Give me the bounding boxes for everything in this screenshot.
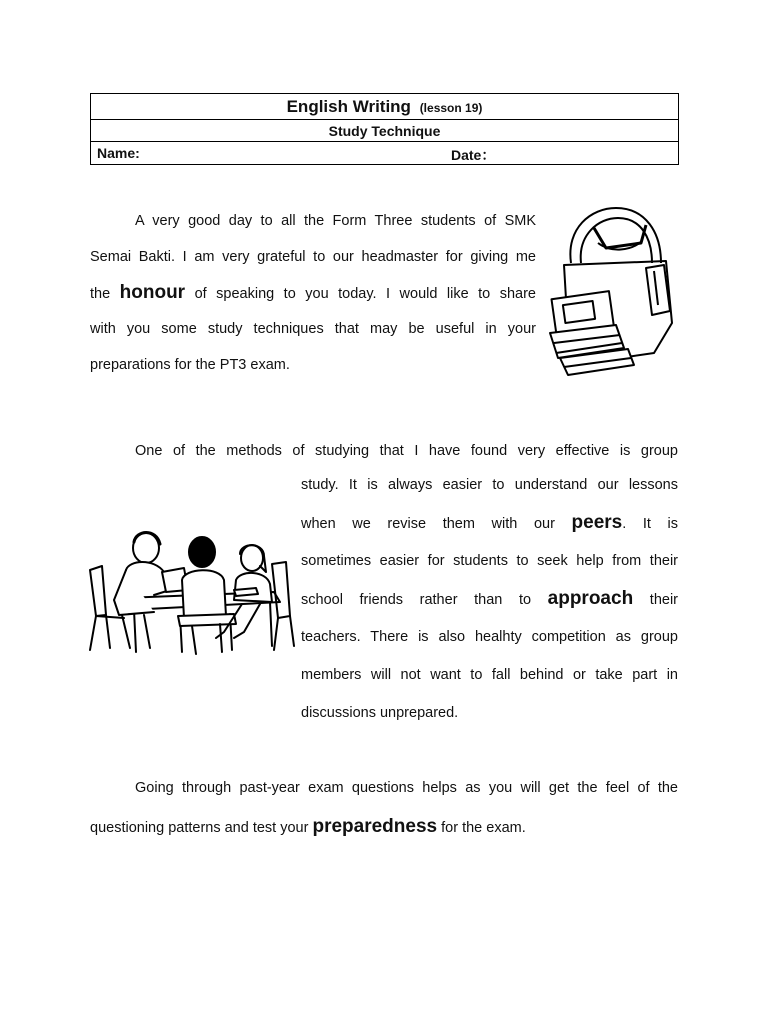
text-fragment: school friends rather than to [301,592,532,608]
paragraph-line: preparations for the PT3 exam. [90,357,290,373]
paragraph-line: sometimes easier for students to seek help from their [301,553,678,569]
paragraph-line: A very good day to all the Form Three students of SMK [135,213,536,229]
header-subtitle-cell [91,120,679,142]
text-fragment: questioning patterns and test your [90,820,309,836]
name-label: Name: [97,145,140,161]
text-fragment: their [649,592,679,608]
backpack-illustration [546,203,676,378]
highlighted-word-peers: peers [571,512,623,533]
text-fragment: . It is [622,516,678,532]
paragraph-line: teachers. There is also healhty competition as group [301,629,678,645]
date-label: Date： [451,147,496,163]
highlighted-word-honour: honour [119,282,186,303]
paragraph-line: study. It is always easier to understand our lessons [301,477,678,493]
text-fragment: for the exam. [441,820,526,836]
paragraph-line [301,504,678,542]
paragraph-line: discussions unprepared. [301,705,459,721]
paragraph-line [90,275,536,311]
paragraph-3 [90,808,678,844]
paragraph-line [90,808,678,844]
paragraph-line: One of the methods of studying that I have found very effective is group [135,443,678,459]
name-date-cell [91,142,679,165]
paragraph-2 [301,466,678,732]
highlighted-word-approach: approach [547,588,634,609]
paragraph-3-first-line [135,770,678,806]
paragraph-line: Semai Bakti. I am very grateful to our headmaster for giving me [90,249,536,265]
highlighted-word-preparedness: preparedness [312,816,438,837]
paragraph-line [301,580,678,618]
paragraph-line: members will not want to fall behind or take part in [301,667,678,683]
worksheet-subtitle: Study Technique [328,122,441,139]
paragraph-1 [90,203,536,383]
worksheet-title: English Writing [286,96,411,116]
paragraph-line: with you some study techniques that may be useful in your [90,321,536,337]
paragraph-2-first-line [135,433,678,469]
lesson-header-table [90,93,679,165]
study-group-illustration [84,520,296,660]
text-fragment: of speaking to you today. I would like to share [194,286,536,302]
text-fragment: the [90,286,111,302]
header-title-cell [91,94,679,120]
lesson-number: (lesson 19) [419,100,483,115]
paragraph-line: Going through past-year exam questions helps as you will get the feel of the [135,780,678,796]
text-fragment: when we revise them with our [301,516,555,532]
